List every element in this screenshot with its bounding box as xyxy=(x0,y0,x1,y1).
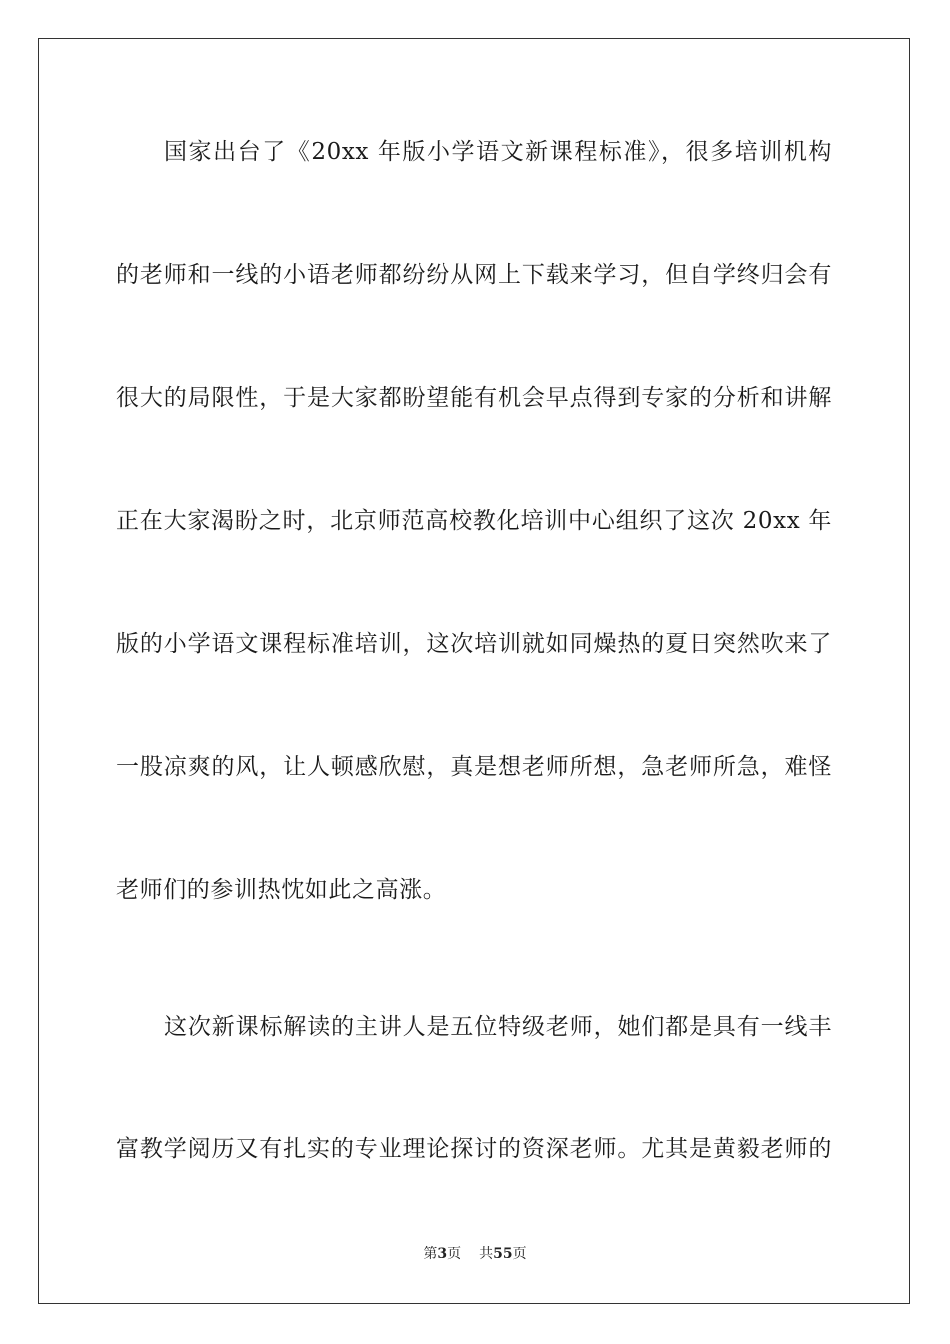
paragraph-line: 这次新课标解读的主讲人是五位特级老师，她们都是具有一线丰 xyxy=(164,1014,832,1040)
page-footer xyxy=(0,1245,950,1263)
paragraph-line: 版的小学语文课程标准培训，这次培训就如同燥热的夏日突然吹来了 xyxy=(116,631,832,657)
page-suffix: 页 xyxy=(447,1246,462,1262)
total-suffix: 页 xyxy=(512,1246,527,1262)
page-prefix: 第 xyxy=(423,1246,438,1262)
total-pages: 55 xyxy=(493,1246,513,1262)
page-number: 3 xyxy=(437,1246,448,1262)
page-border xyxy=(38,38,910,1304)
paragraph-line: 很大的局限性，于是大家都盼望能有机会早点得到专家的分析和讲解 xyxy=(116,385,832,411)
paragraph-line: 正在大家渴盼之时，北京师范高校教化培训中心组织了这次 20xx 年 xyxy=(116,508,832,534)
paragraph-line: 富教学阅历又有扎实的专业理论探讨的资深老师。尤其是黄毅老师的 xyxy=(116,1136,832,1162)
paragraph-line: 的老师和一线的小语老师都纷纷从网上下载来学习，但自学终归会有 xyxy=(116,262,832,288)
paragraph-line: 国家出台了《20xx 年版小学语文新课程标准》，很多培训机构 xyxy=(164,139,832,165)
paragraph-line: 一股凉爽的风，让人顿感欣慰，真是想老师所想，急老师所急，难怪 xyxy=(116,754,832,780)
paragraph-line: 老师们的参训热忱如此之高涨。 xyxy=(116,877,447,903)
total-prefix: 共 xyxy=(479,1246,494,1262)
